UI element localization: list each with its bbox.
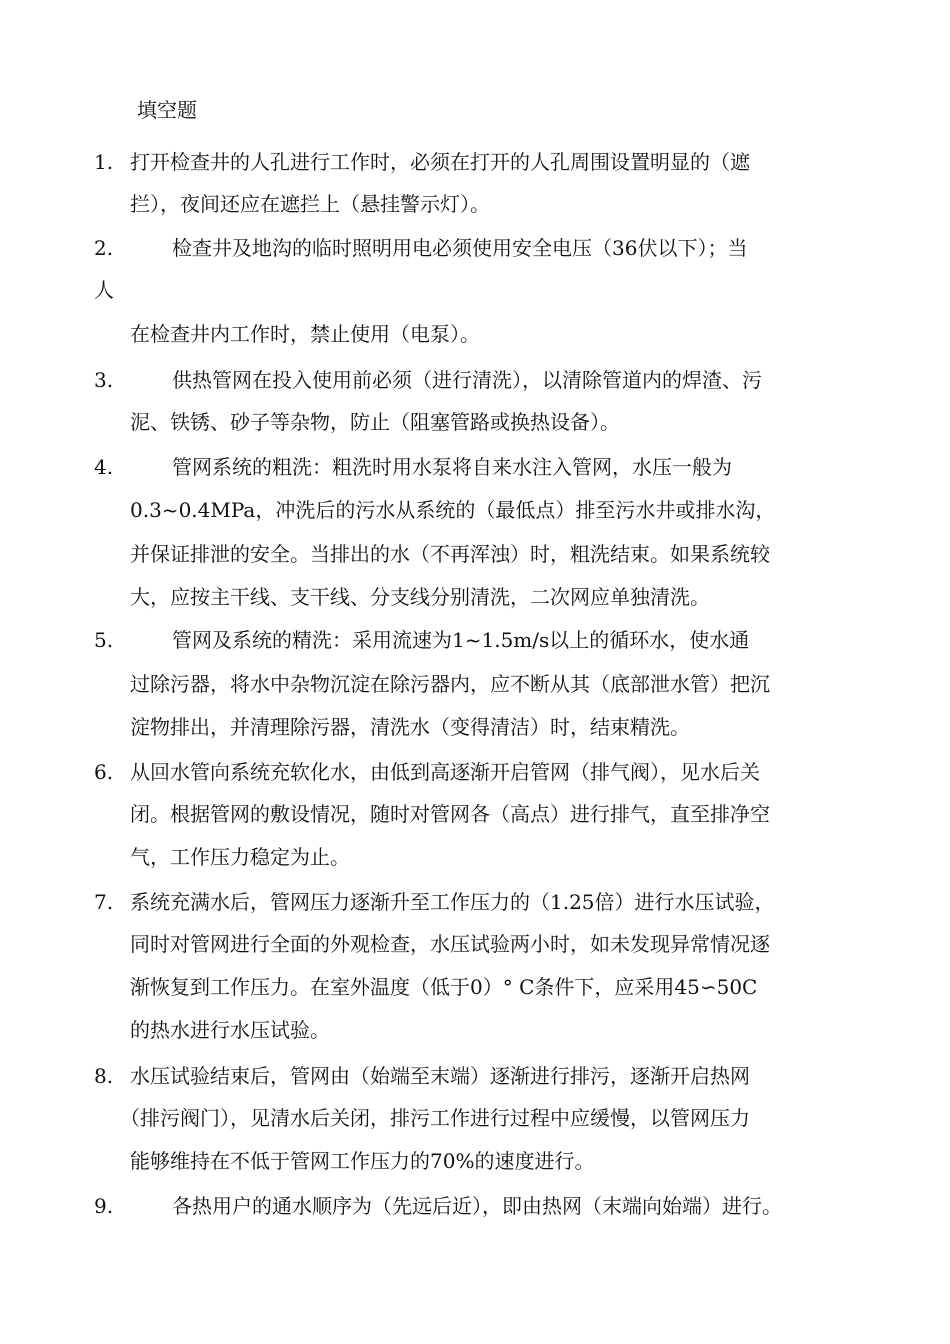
item-text-line: 在检查井内工作时，禁止使用（电泵）。 <box>130 322 480 346</box>
item-text-line: 泥、铁锈、砂子等杂物，防止（阻塞管路或换热设备）。 <box>130 410 620 434</box>
item-text-line: 气，工作压力稳定为止。 <box>130 845 350 869</box>
item-text-line: 管网及系统的精洗：采用流速为1~1.5m/s以上的循环水，使水通 <box>172 628 750 652</box>
item-number: 2. <box>94 236 114 260</box>
item-text-line: 水压试验结束后，管网由（始端至末端）逐渐进行排污，逐渐开启热网 <box>130 1064 750 1088</box>
item-text-line: 过除污器，将水中杂物沉淀在除污器内，应不断从其（底部泄水管）把沉 <box>130 672 770 696</box>
item-number: 6. <box>94 760 114 784</box>
item-number: 9. <box>94 1194 114 1218</box>
item-number: 7. <box>94 890 114 914</box>
item-number: 1. <box>94 150 114 174</box>
item-text-line: 打开检查井的人孔进行工作时，必须在打开的人孔周围设置明显的（遮 <box>130 150 750 174</box>
item-number: 4. <box>94 455 114 479</box>
item-number: 8. <box>94 1064 114 1088</box>
item-text-line: 管网系统的粗洗：粗洗时用水泵将自来水注入管网，水压一般为 <box>172 455 732 479</box>
item-text-line: 闭。根据管网的敷设情况，随时对管网各（高点）进行排气，直至排净空 <box>130 802 770 826</box>
item-text-line: 供热管网在投入使用前必须（进行清洗），以清除管道内的焊渣、污 <box>172 368 762 392</box>
item-text-line: 能够维持在不低于管网工作压力的70%的速度进行。 <box>130 1149 595 1173</box>
item-text-line: 检查井及地沟的临时照明用电必须使用安全电压（36伏以下）；当 <box>172 236 748 260</box>
item-text-line: 的热水进行水压试验。 <box>130 1018 330 1042</box>
item-text-line: 各热用户的通水顺序为（先远后近），即由热网（末端向始端）进行。 <box>172 1194 782 1218</box>
item-text-line: 同时对管网进行全面的外观检查，水压试验两小时，如未发现异常情况逐 <box>130 932 770 956</box>
item-text-line: （排污阀门），见清水后关闭，排污工作进行过程中应缓慢，以管网压力 <box>120 1106 750 1130</box>
item-text-line: 淀物排出，并清理除污器，清洗水（变得清洁）时，结束精洗。 <box>130 715 690 739</box>
item-number: 5. <box>94 628 114 652</box>
section-title: 填空题 <box>137 98 197 122</box>
item-text-line: 0.3~0.4MPa，冲洗后的污水从系统的（最低点）排至污水井或排水沟， <box>130 498 776 522</box>
item-text-line: 并保证排泄的安全。当排出的水（不再浑浊）时，粗洗结束。如果系统较 <box>130 542 770 566</box>
item-text-line: 大，应按主干线、支干线、分支线分别清洗，二次网应单独清洗。 <box>130 585 710 609</box>
item-text-line: 系统充满水后，管网压力逐渐升至工作压力的（1.25倍）进行水压试验， <box>130 890 775 914</box>
item-text-line: 从回水管向系统充软化水，由低到高逐渐开启管网（排气阀），见水后关 <box>130 760 760 784</box>
item-text-line: 人 <box>94 278 114 302</box>
item-text-line: 渐恢复到工作压力。在室外温度（低于0）° C条件下，应采用45∽50C <box>130 975 758 999</box>
item-text-line: 拦），夜间还应在遮拦上（悬挂警示灯）。 <box>130 192 490 216</box>
item-number: 3. <box>94 368 114 392</box>
